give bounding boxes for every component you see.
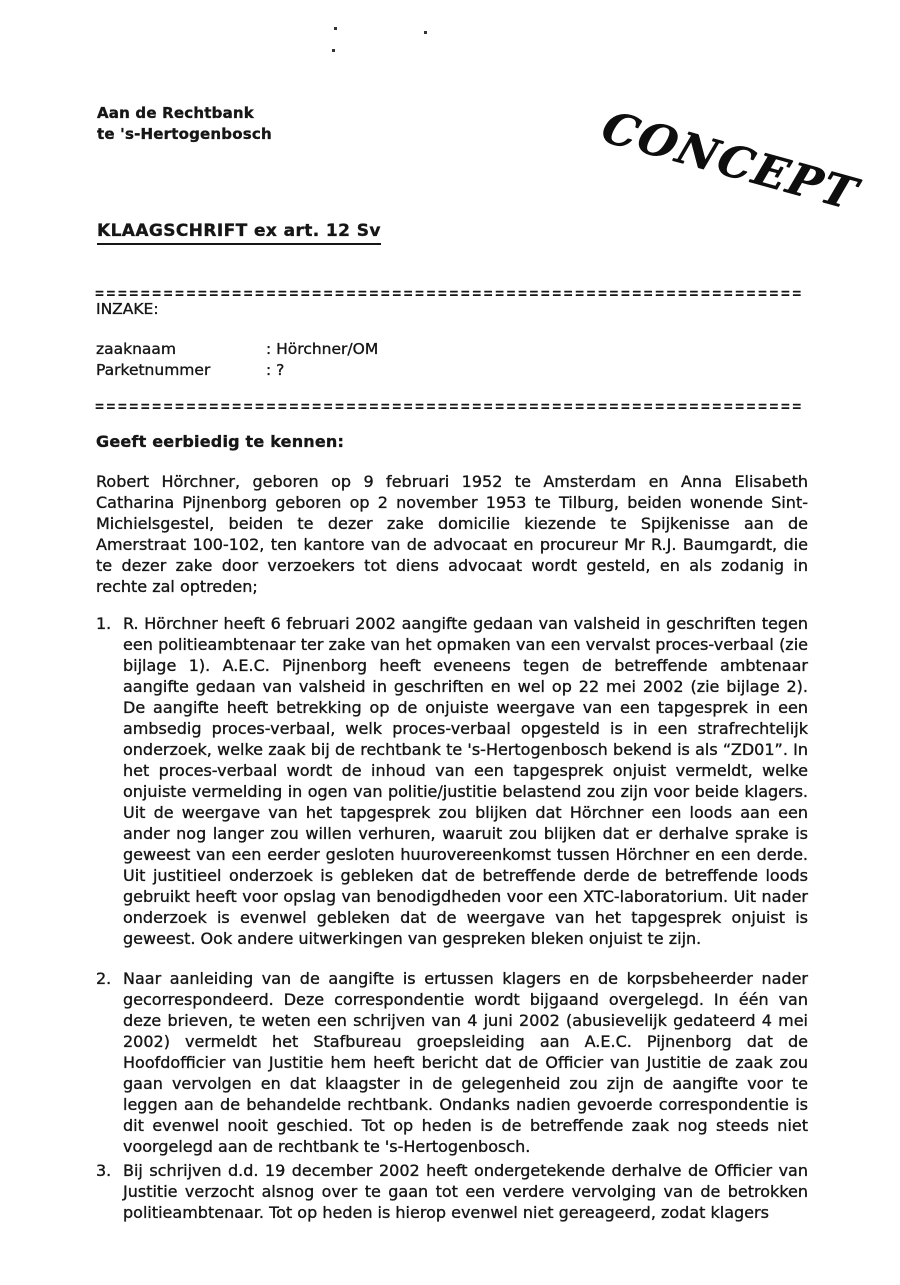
item-2-number: 2. bbox=[96, 969, 112, 988]
zaaknaam-value: : Hörchner/OM bbox=[266, 340, 379, 358]
recipient-line-1: Aan de Rechtbank bbox=[97, 104, 254, 122]
recipient-address bbox=[97, 103, 272, 145]
numbered-item-2 bbox=[96, 968, 808, 1157]
scan-speck bbox=[334, 27, 337, 30]
scan-speck bbox=[332, 49, 335, 52]
concept-stamp: CONCEPT bbox=[594, 102, 865, 221]
numbered-item-3 bbox=[96, 1160, 808, 1223]
item-2-text: Naar aanleiding van de aangifte is ertussen klagers en de korpsbeheerder nader gecorrespondeerd. Deze correspondentie wordt bijgaand overgelegd. In één van deze brieven, te weten een schrijven van 4 juni 2002 (abusievelijk gedateerd 4 mei 2002) vermeldt het Stafbureau groepsleiding aan A.E.C. Pijnenborg dat de Hoofdofficier van Justitie hem heeft bericht dat de Officier van Justitie de zaak zou gaan vervolgen en dat klaagster in de gelegenheid zou zijn de aangifte voor te leggen aan de behandelde rechtbank. Ondanks nadien gevoerde correspondentie is dit evenwel nooit geschied. Tot op heden is de betreffende zaak nog steeds niet voorgelegd aan de rechtbank te 's-Hertogenbosch. bbox=[123, 969, 808, 1156]
case-reference-block bbox=[96, 339, 378, 381]
numbered-item-1 bbox=[96, 613, 808, 949]
item-1-text: R. Hörchner heeft 6 februari 2002 aangifte gedaan van valsheid in geschriften tegen een politieambtenaar ter zake van het opmaken van een vervalst proces-verbaal (zie bijlage 1). A.E.C. Pijnenborg heeft eveneens tegen de betreffende ambtenaar aangifte gedaan van valsheid in geschriften en wel op 22 mei 2002 (zie bijlage 2). De aangifte heeft betrekking op de onjuiste weergave van een tapgesprek in een ambsedig proces-verbaal, welk proces-verbaal opgesteld is in een strafrechtelijk onderzoek, welke zaak bij de rechtbank te 's-Hertogenbosch bekend is als “ZD01”. In het proces-verbaal wordt de inhoud van een tapgesprek onjuist vermeldt, welke onjuiste vermelding in ogen van politie/justitie belastend zou zijn voor beide klagers. Uit de weergave van het tapgesprek zou blijken dat Hörchner een loods aan een ander nog langer zou willen verhuren, waaruit zou blijken dat er derhalve sprake is geweest van een eerder gesloten huurovereenkomst tussen Hörchner en een derde. Uit justitieel onderzoek is gebleken dat de betreffende derde de betreffende loods gebruikt heeft voor opslag van benodigdheden voor een XTC-laboratorium. Uit nader onderzoek is evenwel gebleken dat de weergave van het tapgesprek onjuist is geweest. Ook andere uitwerkingen van gespreken bleken onjuist te zijn. bbox=[123, 614, 808, 948]
separator-line-top: ============================================================== bbox=[95, 286, 804, 300]
case-row-zaaknaam bbox=[96, 339, 378, 360]
separator-line-bottom: ============================================================== bbox=[95, 399, 804, 413]
recipient-line-2: te 's-Hertogenbosch bbox=[97, 125, 272, 143]
parketnummer-label: Parketnummer bbox=[96, 361, 211, 379]
item-3-number: 3. bbox=[96, 1161, 112, 1180]
document-title: KLAAGSCHRIFT ex art. 12 Sv bbox=[97, 221, 381, 245]
case-row-parketnummer bbox=[96, 360, 378, 381]
zaaknaam-label: zaaknaam bbox=[96, 340, 177, 358]
scan-speck bbox=[424, 31, 427, 34]
item-3-text: Bij schrijven d.d. 19 december 2002 heeft ondergetekende derhalve de Officier van Justitie verzocht alsnog over te gaan tot een verdere vervolging van de betrokken politieambtenaar. Tot op heden is hierop evenwel niet gereageerd, zodat klagers bbox=[123, 1161, 808, 1222]
inzake-label: INZAKE: bbox=[96, 300, 159, 318]
parketnummer-value: : ? bbox=[266, 361, 285, 379]
item-1-number: 1. bbox=[96, 614, 112, 633]
salutation-heading: Geeft eerbiedig te kennen: bbox=[96, 432, 345, 451]
introduction-paragraph: Robert Hörchner, geboren op 9 februari 1952 te Amsterdam en Anna Elisabeth Catharina Pijnenborg geboren op 2 november 1953 te Tilburg, beiden wonende Sint-Michielsgestel, beiden te dezer zake domicilie kiezende te Spijkenisse aan de Amerstraat 100-102, ten kantore van de advocaat en procureur Mr R.J. Baumgardt, die te dezer zake door verzoekers tot diens advocaat wordt gesteld, en als zodanig in rechte zal optreden; bbox=[96, 472, 808, 596]
